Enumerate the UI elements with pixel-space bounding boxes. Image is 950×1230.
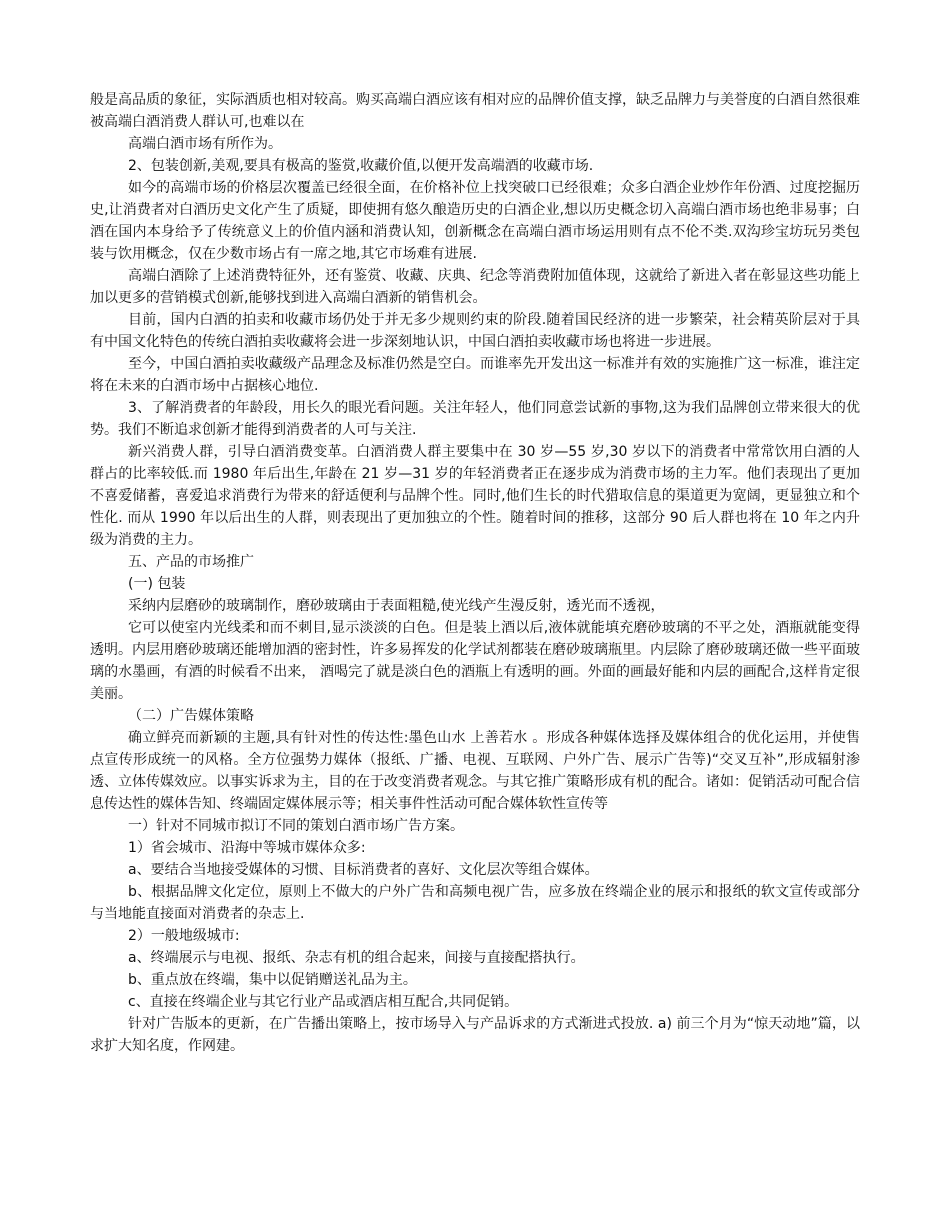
paragraph: 3、了解消费者的年龄段，用长久的眼光看问题。关注年轻人，他们同意尝试新的事物,这为我们品牌创立带来很大的优势。我们不断追求创新才能得到消费者的人可与关注. <box>90 400 860 438</box>
paragraph: 高端白酒除了上述消费特征外，还有鉴赏、收藏、庆典、纪念等消费附加值体现，这就给了新进入者在彰显这些功能上加以更多的营销模式创新,能够找到进入高端白酒新的销售机会。 <box>90 268 860 306</box>
list-item: 2）一般地级城市: <box>128 928 240 944</box>
subsection-heading: (一) 包装 <box>128 576 186 592</box>
paragraph: 新兴消费人群，引导白酒消费变革。白酒消费人群主要集中在 30 岁—55 岁,30 岁以下的消费者中常常饮用白酒的人群占的比率较低.而 1980 年后出生,年龄在 21 岁—31 岁的年轻消费者正在逐步成为消费市场的主力军。他们表现出了更加不喜爱储蓄，喜爱追求消费行为带来的舒适便利与品牌个性。同时,他们生长的时代猎取信息的渠道更为宽阔，更显独立和个性化. 而从 1990 年以后出生的人群，则表现出了更加独立的个性。随着时间的推移，这部分 90 后人群也将在 10 年之内升级为消费的主力。 <box>90 444 860 548</box>
paragraph: 如今的高端市场的价格层次覆盖已经很全面，在价格补位上找突破口已经很难；众多白酒企业炒作年份酒、过度挖掘历史,让消费者对白酒历史文化产生了质疑，即使拥有悠久酿造历史的白酒企业,想以历史概念切入高端白酒市场也绝非易事；白酒在国内本身给予了传统意义上的价值内涵和消费认知，创新概念在高端白酒市场运用则有点不伦不类.双沟珍宝坊玩另类包装与饮用概念，仅在少数市场占有一席之地,其它市场难有进展. <box>90 180 860 262</box>
paragraph: 高端白酒市场有所作为。 <box>128 136 282 152</box>
subsection-heading: （二）广告媒体策略 <box>128 708 254 724</box>
section-heading: 五、产品的市场推广 <box>128 554 254 570</box>
document-body <box>90 89 860 1057</box>
paragraph: 至今，中国白酒拍卖收藏级产品理念及标准仍然是空白。而谁率先开发出这一标准并有效的实施推广这一标准，谁注定将在未来的白酒市场中占据核心地位. <box>90 356 860 394</box>
list-item: c、直接在终端企业与其它行业产品或酒店相互配合,共同促销。 <box>128 994 519 1010</box>
list-item: b、重点放在终端，集中以促销赠送礼品为主。 <box>128 972 417 988</box>
paragraph: 目前，国内白酒的拍卖和收藏市场仍处于并无多少规则约束的阶段.随着国民经济的进一步繁荣，社会精英阶层对于具有中国文化特色的传统白酒拍卖收藏将会进一步深刻地认识，中国白酒拍卖收藏市场也将进一步进展。 <box>90 312 860 350</box>
list-item: b、根据品牌文化定位，原则上不做大的户外广告和高频电视广告，应多放在终端企业的展示和报纸的软文宣传或部分与当地能直接面对消费者的杂志上. <box>90 884 860 922</box>
paragraph: 般是高品质的象征，实际酒质也相对较高。购买高端白酒应该有相对应的品牌价值支撑，缺乏品牌力与美誉度的白酒自然很难被高端白酒消费人群认可,也难以在 <box>90 92 860 130</box>
paragraph: 针对广告版本的更新，在广告播出策略上，按市场导入与产品诉求的方式渐进式投放. a) 前三个月为“惊天动地”篇，以求扩大知名度，作网建。 <box>90 1016 860 1054</box>
paragraph: 它可以使室内光线柔和而不刺目,显示淡淡的白色。但是装上酒以后,液体就能填充磨砂玻璃的不平之处，酒瓶就能变得透明。内层用磨砂玻璃还能增加酒的密封性，许多易挥发的化学试剂都装在磨砂玻璃瓶里。内层除了磨砂玻璃还做一些平面玻璃的水墨画，有酒的时候看不出来， 酒喝完了就是淡白色的酒瓶上有透明的画。外面的画最好能和内层的画配合,这样肯定很美丽。 <box>90 620 860 702</box>
list-item: a、终端展示与电视、报纸、杂志有机的组合起来，间接与直接配搭执行。 <box>128 950 585 966</box>
list-heading: 一）针对不同城市拟订不同的策划白酒市场广告方案。 <box>128 818 464 834</box>
list-item: a、要结合当地接受媒体的习惯、目标消费者的喜好、文化层次等组合媒体。 <box>128 862 599 878</box>
paragraph: 确立鲜亮而新颖的主题,具有针对性的传达性:墨色山水 上善若水 。形成各种媒体选择及媒体组合的优化运用，并使售点宣传形成统一的风格。全方位强势力媒体（报纸、广播、电视、互联网、户外广告、展示广告等)“交叉互补”,形成辐射渗透、立体传媒效应。以事实诉求为主，目的在于改变消费者观念。与其它推广策略形成有机的配合。诸如：促销活动可配合信息传达性的媒体告知、终端固定媒体展示等；相关事件性活动可配合媒体软性宣传等 <box>90 730 860 812</box>
paragraph: 2、包装创新,美观,要具有极高的鉴赏,收藏价值,以便开发高端酒的收藏市场. <box>128 158 594 174</box>
paragraph: 采纳内层磨砂的玻璃制作，磨砂玻璃由于表面粗糙,使光线产生漫反射，透光而不透视， <box>128 598 665 614</box>
list-item: 1）省会城市、沿海中等城市媒体众多: <box>128 840 366 856</box>
